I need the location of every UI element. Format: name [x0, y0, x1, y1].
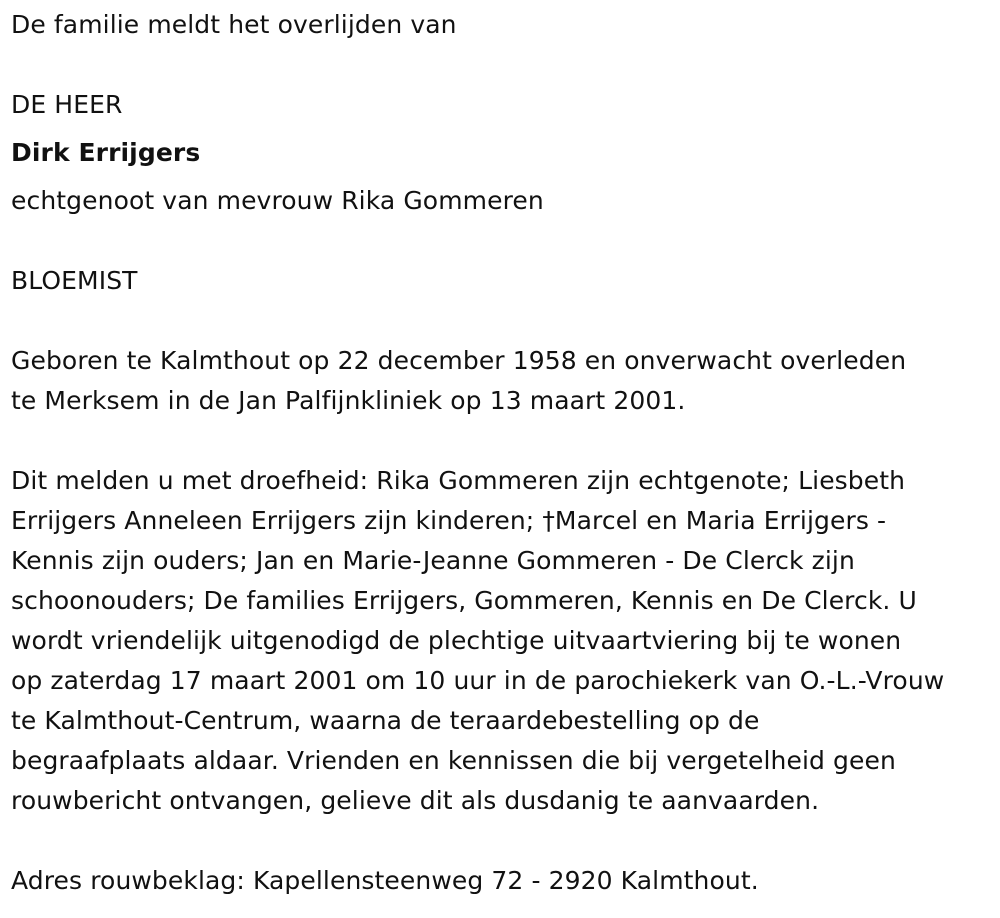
mourners-line: Dit melden u met droefheid: Rika Gommeren zijn echtgenote; Liesbeth	[11, 466, 906, 495]
birth-death-line-1: Geboren te Kalmthout op 22 december 1958 en onverwacht overleden	[11, 346, 907, 375]
condolence-address: Adres rouwbeklag: Kapellensteenweg 72 - 2920 Kalmthout.	[11, 866, 759, 895]
mourners-line: op zaterdag 17 maart 2001 om 10 uur in de parochiekerk van O.-L.-Vrouw	[11, 666, 945, 695]
mourners-line: schoonouders; De families Errijgers, Gommeren, Kennis en De Clerck. U	[11, 586, 917, 615]
mourners-line: begraafplaats aldaar. Vrienden en kennissen die bij vergetelheid geen	[11, 746, 896, 775]
mourners-line: Kennis zijn ouders; Jan en Marie-Jeanne Gommeren - De Clerck zijn	[11, 546, 855, 575]
deceased-name: Dirk Errijgers	[11, 138, 201, 167]
mourners-line: Errijgers Anneleen Errijgers zijn kinderen; †Marcel en Maria Errijgers -	[11, 506, 887, 535]
intro-text: De familie meldt het overlijden van	[11, 10, 457, 39]
mourners-line: rouwbericht ontvangen, gelieve dit als dusdanig te aanvaarden.	[11, 786, 820, 815]
mourners-line: te Kalmthout-Centrum, waarna de teraardebestelling op de	[11, 706, 760, 735]
profession-text: BLOEMIST	[11, 266, 138, 295]
birth-death-line-2: te Merksem in de Jan Palfijnkliniek op 13 maart 2001.	[11, 386, 686, 415]
honorific-title: DE HEER	[11, 90, 123, 119]
mourners-line: wordt vriendelijk uitgenodigd de plechtige uitvaartviering bij te wonen	[11, 626, 902, 655]
spouse-text: echtgenoot van mevrouw Rika Gommeren	[11, 186, 544, 215]
